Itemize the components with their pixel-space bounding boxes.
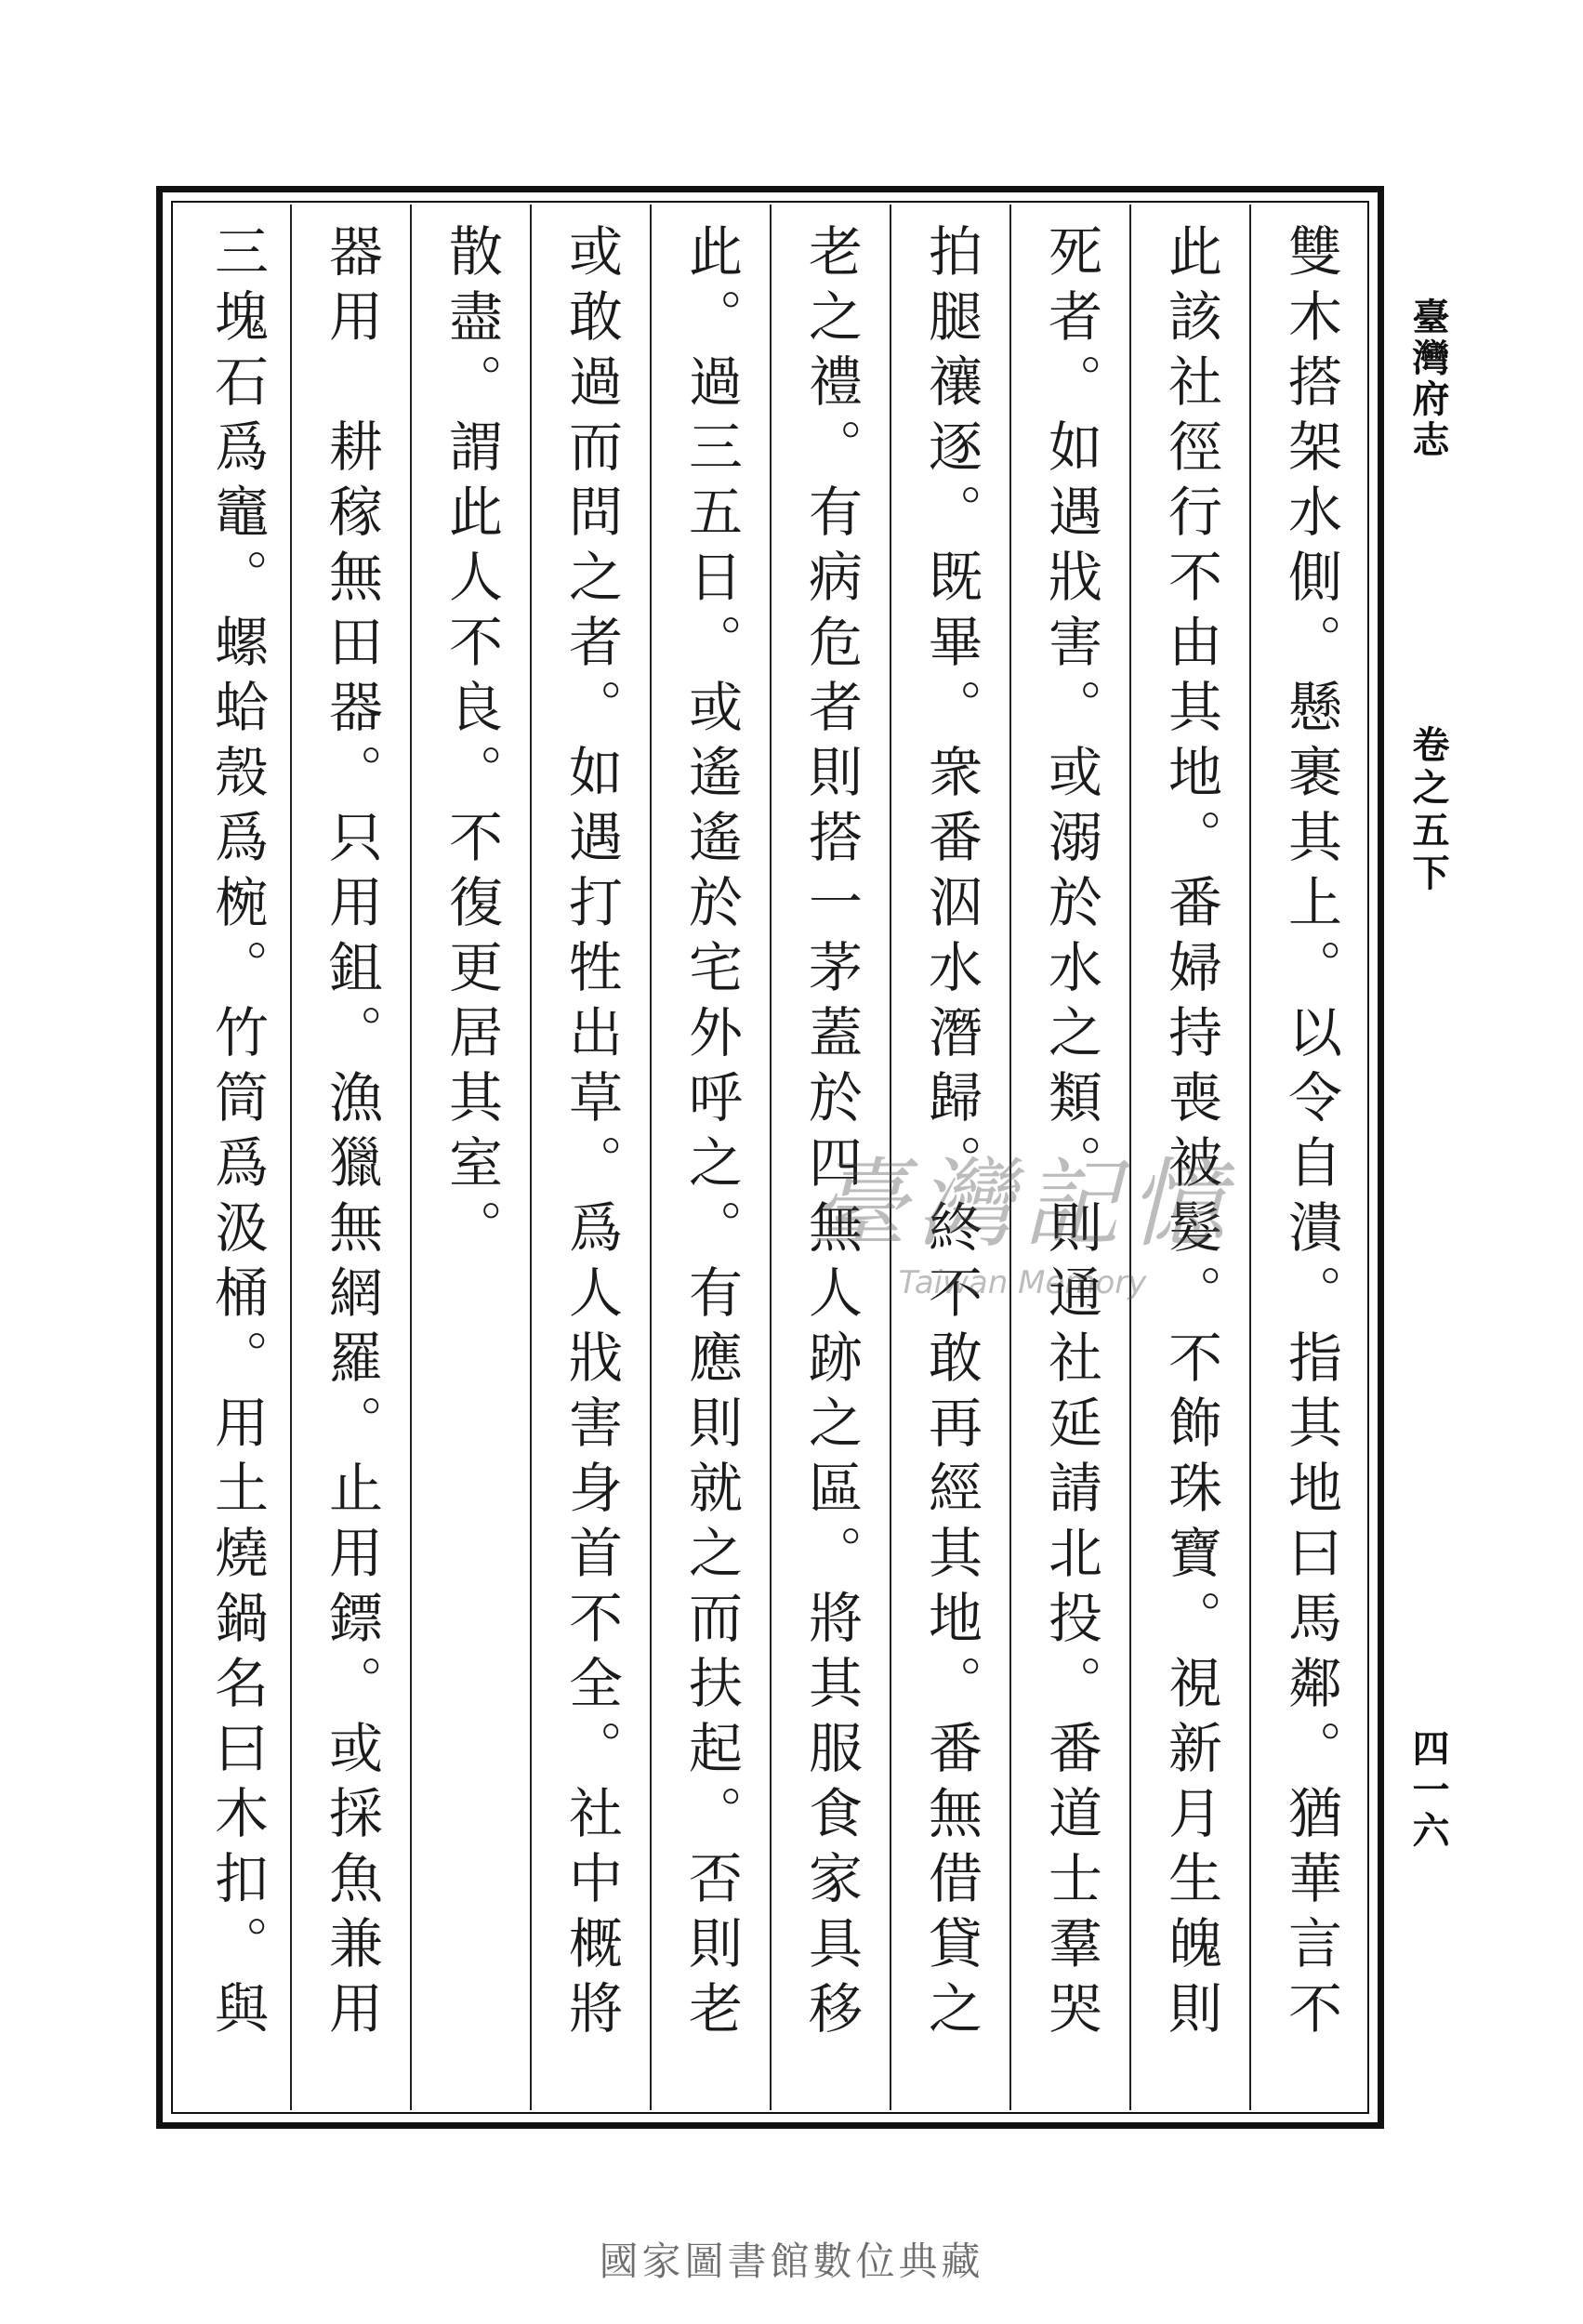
text-column-10: 三塊石爲竈。螺蛤殼爲椀。竹筒爲汲桶。用土燒鍋名曰木扣。與 — [205, 223, 269, 2045]
text-column-8: 散盡。謂此人不良。不復更居其室。 — [440, 223, 503, 1264]
text-column-7: 或敢過而問之者。如遇打牲出草。爲人戕害身首不全。社中概將 — [560, 223, 623, 2045]
volume-label: 卷之五下 — [1406, 725, 1450, 896]
watermark-english: Taiwan Memory — [898, 1264, 1147, 1301]
source-footer: 國家圖書館數位典藏 — [599, 2238, 984, 2284]
text-column-5: 老之禮。有病危者則搭一茅蓋於四無人跡之區。將其服食家具移 — [799, 223, 863, 2045]
watermark-chinese: 臺灣記憶 — [810, 1147, 1234, 1261]
text-column-6: 此。過三五日。或遙遙於宅外呼之。有應則就之而扶起。否則老 — [679, 223, 743, 2045]
text-column-2: 此該社徑行不由其地。番婦持喪被髮。不飾珠寶。視新月生魄則 — [1159, 223, 1222, 2045]
text-column-4: 拍腿禳逐。既畢。衆番泅水潛歸。終不敢再經其地。番無借貸之 — [919, 223, 983, 2045]
text-column-3: 死者。如遇戕害。或溺於水之類。則通社延請北投。番道士羣哭 — [1039, 223, 1102, 2045]
text-column-1: 雙木搭架水側。懸裹其上。以令自潰。指其地曰馬鄰。猶華言不 — [1279, 223, 1342, 2045]
text-column-9: 器用 耕稼無田器。只用鉏。漁獵無網羅。止用鏢。或採魚兼用 — [320, 223, 383, 2045]
book-title: 臺灣府志 — [1406, 297, 1450, 461]
page-number: 四一六 — [1406, 1729, 1450, 1852]
